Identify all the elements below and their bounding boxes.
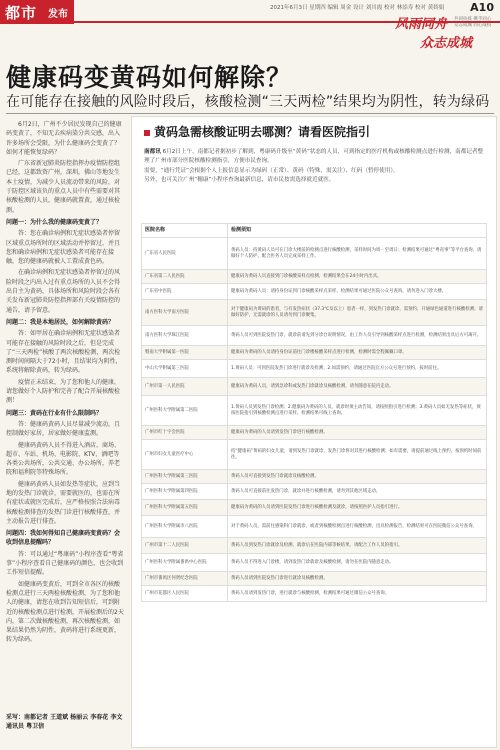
body-paragraph: 答：健康码黄码人员尽量减少流动，且控制做好家居，居家做好健康监测。 <box>6 420 121 438</box>
body-paragraph: 答：如甲居在确诊病例和无症状感染者可能存在接触的风险时段之后，但是完成了“三天两检”核酸了两次核酸检测，两次检测时间间隔大于72小时，且结果均为阴性，系统将解除黄码，转为绿码。 <box>6 330 122 375</box>
hospital-table <box>141 223 487 602</box>
issue-info: 2021年6月3日 星期四 编辑 周金 设计 刘川霞 校对 林添寿 校对 黄娇娟 <box>270 5 445 11</box>
body-paragraph: 疫情正未结束，为了您和他人的健康，请您做好个人防护和完善了配合开展核酸检测！ <box>6 378 121 405</box>
hospital-note-cell: 黄码人员请到发热门诊，进行就诊与核酸检测，检测结果可通过微信公众号查询。 <box>228 586 487 602</box>
brand-title: 都市 <box>5 4 38 22</box>
hospital-note-cell: 健康码为黄码人员直接到门诊核酸采样点检测，检测结果会在24小时内出具。 <box>228 270 487 284</box>
table-row <box>142 270 487 284</box>
table-row <box>142 284 487 300</box>
hospital-note-cell: 持“健康码”黄码的妇女儿童，请到发热门诊就诊，发热门诊将对其进行核酸检测；如有需要，请提前通过线上预约，按预约时间前往。 <box>228 440 487 470</box>
table-row <box>142 238 487 270</box>
hospital-name-cell: 广州市第十二人民医院 <box>142 538 228 554</box>
header-notes: 检测须知 <box>228 224 487 238</box>
article-body <box>6 120 125 710</box>
article-subtitle: 在可能存在接触的风险时段后，核酸检测“三天两检”结果均为阴性，转为绿码 <box>6 94 490 110</box>
table-row <box>142 378 487 396</box>
hospital-note-cell: 健康码为黄码的人员请到发热门诊进行核酸检测。 <box>228 426 487 440</box>
hospital-name-cell: 广州医科大学附属第四医院 <box>142 484 228 500</box>
body-paragraph: 健康码黄码人员不得进入酒店、商场、超市、车站、机场、电影院、KTV、酒吧等各类公共场所，公共交通、办公场所，养老院和福利院等特殊场所。 <box>6 441 121 477</box>
hospital-name-cell: 南方医科大学珠江医院 <box>142 326 228 346</box>
hospital-note-cell: 黄码人员到发热门诊就诊及检测，就诊后在医院内部等候结果，请配合工作人员的指引。 <box>228 538 487 554</box>
hospital-note-cell: 黄码人员：持黄码人员可在门诊大楼前的检测点进行核酸检测，采样时间为周一至周日；检测结果可通过“粤省事”等平台查询，请做好个人防护，配合医务人员完成采样工作。 <box>228 238 487 270</box>
title-divider <box>6 113 494 114</box>
hospital-note-cell: 1.黄码人员到发热门诊检测；2.健康码为黄码的人员，就诊时须主动告知，请按照指引进行检测；3.黄码人员如无发热等症状，须按医院指引到核酸检测点进行采样，检测结果可线上查询。 <box>228 396 487 426</box>
hospital-name-cell: 暨南大学附属第一医院 <box>142 346 228 360</box>
table-row <box>142 440 487 470</box>
table-row <box>142 484 487 500</box>
section-brand <box>0 0 74 24</box>
panel-title-text: 黄码急需核酸证明去哪测？请看医院指引 <box>154 125 371 139</box>
table-row <box>142 554 487 572</box>
hospital-note-cell: 黄码人员可到医院发热门诊，就诊前请先到分诊台说明情况，由工作人员引导到核酸采样点进行检测，检测结果出具后方可离开。 <box>228 326 487 346</box>
body-paragraph: 广东省新冠肺炎防控指挥办疫情防控组已经，这都致资广州，深圳，佛山等地发生本土疫情，为减少人员流动带来的风险，对于防控区域该负的重点人员中有些需要对其核酸检测的人员，健康码就置黄，通过核检测。 <box>6 160 121 214</box>
hospital-name-cell: 广州医科大学附属番禺中心医院 <box>142 554 228 572</box>
intro-lead: 南都讯 <box>144 149 161 155</box>
panel-title <box>144 123 370 140</box>
table-row <box>142 360 487 378</box>
hospital-name-cell: 广州医科大学附属市八医院 <box>142 516 228 538</box>
page-number: A10 <box>470 1 494 14</box>
square-bullet-icon <box>144 130 150 136</box>
table-row <box>142 396 487 426</box>
hospital-note-cell: 健康码为黄码人员，请到急诊科或发热门诊就诊及核酸检测，请勿随意在院内走动。 <box>228 378 487 396</box>
intro-note-2: 另外，也可关注广州“穗康”小程序查询最新信息，请市民按需选择就近就医。 <box>144 176 335 183</box>
hospital-note-cell: 健康码为黄码人员：请持身份证到门诊核酸采样点采样，检测结果可通过医院公众号查询，请勿进入门诊大楼。 <box>228 284 487 300</box>
hospital-name-cell: 广州医科大学附属第三医院 <box>142 470 228 484</box>
article-title: 健康码变黄码如何解除？ <box>6 63 293 92</box>
body-paragraph: 如健康码变黄后，可到全市各区的核酸检测点进行三天两检核酸检测，为了您和他人的健康，请您在收到告知短信后，可到附近的核酸检测点进行检测，开展检测后的2天内，第二次做核酸检测，再次核酸检测，如果结果仍然为阴性，黄码将进行系统更新，转为绿码。 <box>6 580 124 644</box>
hospital-name-cell: 广州市番禺区何贤纪念医院 <box>142 572 228 586</box>
hospital-name-cell: 广州医科大学附属第二医院 <box>142 396 228 426</box>
hospital-note-cell: 黄码人员可直接前往发热门诊，就诊并进行核酸检测，请勿到其他区域走动。 <box>228 484 487 500</box>
brand-subtitle: 发布 <box>48 9 68 20</box>
table-row <box>142 470 487 484</box>
hospital-name-cell: 广州市第一人民医院 <box>142 378 228 396</box>
header-hospital: 医院名称 <box>142 224 228 238</box>
question-heading: 问题二：我是本地居民，如何解除黄码？ <box>6 318 115 326</box>
hospital-note-cell: 对于健康码为黄码的患者，与有发热症状（37.3℃及以上）患者一样，到发热门诊就诊，需预约，开通绿色通道进行核酸检测；请做好防护，无需就诊的人员请勿到门诊聚集。 <box>228 300 487 326</box>
hospital-name-cell: 广东省第二人民医院 <box>142 270 228 284</box>
table-row <box>142 586 487 602</box>
slogan-line-2: 众志成城 <box>420 36 473 51</box>
slogan-side-text: 共同抗疫 携手同心 众志成城 同心战疫 <box>454 17 492 28</box>
intro-note-1: 需要，“通行凭证”会根据个人上报信息显示为绿码（正常）、黄码（特殊，需关注）、红码（暂停使用）。 <box>144 167 399 174</box>
table-row <box>142 426 487 440</box>
hospital-name-cell: 南方医科大学南方医院 <box>142 300 228 326</box>
hospital-name-cell: 广州市红十字会医院 <box>142 426 228 440</box>
body-paragraph: 健康码黄码人员如发热等症状，应到当地的发热门诊就诊，需要就医的，也需在所有症状或就医完成后，应严格按照合法病毒核酸检测排查的发热门诊进行核酸排查，并主动报告进行排查。 <box>6 480 121 525</box>
hospital-name-cell: 广州医科大学附属第五医院 <box>142 500 228 516</box>
table-row <box>142 572 487 586</box>
hospital-name-cell: 中山大学附属第三医院 <box>142 360 228 378</box>
question-heading: 问题四：我如何得知自己健康码变黄码？会收到信息提醒吗？ <box>6 530 121 547</box>
intro-text: 6月2日上午，南都记者据初步了解到，粤康码升级至“黄码”状态的人员，可到指定的医疗机构或核酸检测点进行检测，南都记者整理了广州市部分医院核酸检测指引，方便市民查询。 <box>144 149 484 165</box>
hospital-note-cell: 健康码为黄码的人员请到医院发热门诊进行核酸检测及就诊，请按照医护人员指引进行。 <box>228 500 487 516</box>
question-heading: 问题一：为什么我的健康码变黄了？ <box>6 218 103 226</box>
table-row <box>142 516 487 538</box>
panel-intro <box>144 148 484 185</box>
slogan-logo <box>395 13 495 51</box>
body-paragraph: 6月2日，广州不少居民发现自己的健康码变黄了，不知无去疾病染分共交感，出入许多场所会受限，为什么健康码会变黄了？如何才能恢复绿码？ <box>6 121 122 156</box>
hospital-note-cell: 健康码为黄码的人员请持身份证前往门诊楼核酸采样点进行检测，检测时需全程佩戴口罩。 <box>228 346 487 360</box>
hospital-name-cell: 广东省人民医院 <box>142 238 228 270</box>
table-header-row <box>142 224 487 238</box>
table-row <box>142 300 487 326</box>
hospital-note-cell: 对于黄码人员，需前往感染科门诊就诊，或者到核酸检测点进行核酸检测，出具检测报告，检测结果可在医院微信公众号查询。 <box>228 516 487 538</box>
article-credit: 采写：南都记者 王道斌 杨丽云 李春花 李文 通讯员 粤卫信 <box>6 714 123 730</box>
question-heading: 问题三：黄码在行业有什么限制吗？ <box>6 409 103 417</box>
hospital-name-cell: 广州市妇女儿童医疗中心 <box>142 440 228 470</box>
body-paragraph: 答：您在确诊病例和无症状感染者停留区域重点场所时的区域活动并停留过，并且您和确诊病例和无症状感染者可能存在接触，您的健康码就被人工置成黄色码。 <box>6 230 121 266</box>
table-row <box>142 538 487 554</box>
body-paragraph: 在确诊病例和无症状感染者停留过的风险时段之内出入过有重点场所的人员不会得出自主为黄码，具体场所和风险时段会各有关发布新冠肺炎防控指挥部有关疫情防控的通告，请予留意。 <box>6 269 121 314</box>
hospital-name-cell: 广东省中医院 <box>142 284 228 300</box>
hospital-note-cell: 黄码人员请到医院发热门诊进行就诊及核酸检测。 <box>228 572 487 586</box>
table-row <box>142 326 487 346</box>
hospital-note-cell: 1.黄码人员：可到医院发热门诊进行就诊及检测；2.如需预约，请通过医院官方公众号进行预约，按时前往。 <box>228 360 487 378</box>
slogan-line-1: 风雨同舟 <box>395 17 448 32</box>
table-row <box>142 500 487 516</box>
hospital-note-cell: 黄码人员可直接到发热门诊就诊及核酸检测。 <box>228 470 487 484</box>
body-paragraph: 答：可以通过“粤康码”小程序查看“粤省事”小程序查看自己健康码的颜色，也会收到工作短信提醒。 <box>6 550 124 577</box>
hospital-guide-panel <box>131 116 497 748</box>
hospital-note-cell: 黄码人员不得进入门诊楼，请到发热门诊就诊及核酸检测，请勿在医院内随意走动。 <box>228 554 487 572</box>
hospital-name-cell: 广州市花都区人民医院 <box>142 586 228 602</box>
table-row <box>142 346 487 360</box>
